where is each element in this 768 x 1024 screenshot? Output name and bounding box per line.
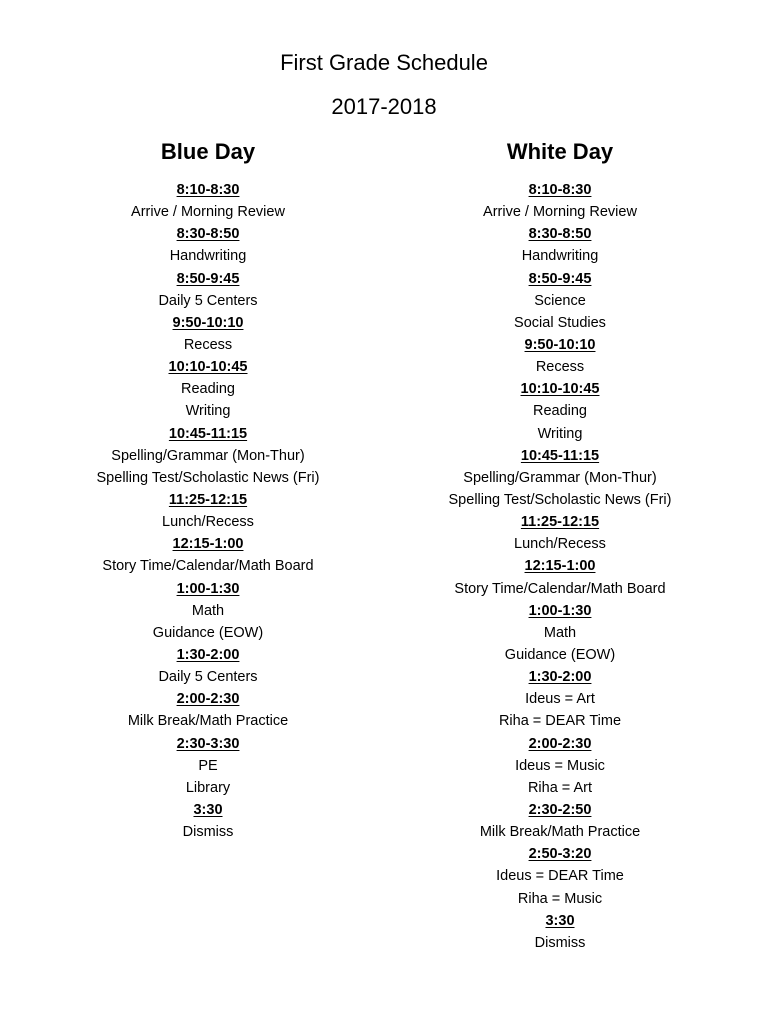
- activity-item: Spelling Test/Scholastic News (Fri): [448, 491, 672, 508]
- time-slot: 8:50-9:45: [176, 270, 240, 287]
- activity-item: Reading: [532, 403, 587, 420]
- activity-item: Ideus = DEAR Time: [496, 868, 624, 885]
- activity-item: Reading: [180, 381, 235, 398]
- time-slot: 2:30-2:50: [528, 801, 592, 818]
- time-slot: 8:10-8:30: [528, 182, 592, 198]
- activity-item: Writing: [537, 425, 583, 442]
- blue-day-column: [18, 139, 398, 843]
- activity-item: Daily 5 Centers: [158, 669, 258, 686]
- activity-item: Handwriting: [521, 248, 599, 265]
- activity-item: PE: [198, 757, 218, 774]
- activity-item: Arrive / Morning Review: [131, 204, 285, 221]
- school-year: 2017-2018: [331, 94, 437, 119]
- blue-day-heading: Blue Day: [160, 139, 256, 164]
- activity-item: Milk Break/Math Practice: [479, 824, 641, 841]
- time-slot: 3:30: [193, 801, 223, 818]
- white-day-heading: White Day: [506, 139, 614, 164]
- time-slot: 11:25-12:15: [520, 514, 600, 531]
- time-slot: 11:25-12:15: [168, 491, 248, 508]
- time-slot: 9:50-10:10: [172, 314, 244, 331]
- time-slot: 12:15-1:00: [172, 536, 244, 553]
- activity-item: Spelling/Grammar (Mon-Thur): [463, 469, 657, 486]
- activity-item: Handwriting: [169, 248, 247, 265]
- activity-item: Arrive / Morning Review: [483, 204, 637, 221]
- time-slot: 8:30-8:50: [528, 226, 592, 243]
- white-day-schedule: [370, 179, 750, 954]
- time-slot: 8:10-8:30: [176, 182, 240, 198]
- activity-item: Riha = Art: [527, 779, 593, 796]
- activity-item: Dismiss: [534, 934, 586, 951]
- activity-item: Science: [534, 292, 586, 309]
- activity-item: Spelling/Grammar (Mon-Thur): [111, 447, 305, 464]
- activity-item: Ideus = Art: [525, 691, 595, 708]
- time-slot: 2:00-2:30: [528, 735, 592, 752]
- activity-item: Guidance (EOW): [152, 624, 264, 641]
- activity-item: Lunch/Recess: [514, 536, 606, 553]
- time-slot: 9:50-10:10: [524, 336, 596, 353]
- time-slot: 10:10-10:45: [520, 381, 600, 398]
- time-slot: 2:50-3:20: [528, 846, 592, 863]
- activity-item: Milk Break/Math Practice: [127, 713, 289, 730]
- activity-item: Recess: [183, 336, 233, 353]
- activity-item: Library: [185, 779, 231, 796]
- blue-day-schedule: [18, 179, 398, 843]
- activity-item: Riha = Music: [517, 890, 603, 907]
- activity-item: Math: [543, 624, 577, 641]
- time-slot: 10:45-11:15: [520, 447, 600, 464]
- time-slot: 3:30: [545, 912, 575, 929]
- time-slot: 1:00-1:30: [176, 580, 240, 597]
- activity-item: Recess: [535, 359, 585, 376]
- activity-item: Ideus = Music: [515, 757, 605, 774]
- time-slot: 1:30-2:00: [176, 646, 240, 663]
- activity-item: Daily 5 Centers: [158, 292, 258, 309]
- activity-item: Dismiss: [182, 824, 234, 841]
- time-slot: 8:50-9:45: [528, 270, 592, 287]
- time-slot: 2:00-2:30: [176, 691, 240, 708]
- activity-item: Social Studies: [514, 314, 606, 331]
- time-slot: 10:45-11:15: [168, 425, 248, 442]
- activity-item: Story Time/Calendar/Math Board: [454, 580, 666, 597]
- activity-item: Riha = DEAR Time: [498, 713, 622, 730]
- activity-item: Guidance (EOW): [504, 646, 616, 663]
- activity-item: Story Time/Calendar/Math Board: [102, 558, 314, 575]
- activity-item: Spelling Test/Scholastic News (Fri): [96, 469, 320, 486]
- white-day-column: [370, 139, 750, 954]
- time-slot: 1:00-1:30: [528, 602, 592, 619]
- page-title: First Grade Schedule: [280, 50, 488, 75]
- time-slot: 10:10-10:45: [168, 359, 248, 376]
- time-slot: 2:30-3:30: [176, 735, 240, 752]
- time-slot: 12:15-1:00: [524, 558, 596, 575]
- activity-item: Math: [191, 602, 225, 619]
- activity-item: Lunch/Recess: [162, 514, 254, 531]
- activity-item: Writing: [185, 403, 231, 420]
- time-slot: 8:30-8:50: [176, 226, 240, 243]
- time-slot: 1:30-2:00: [528, 669, 592, 686]
